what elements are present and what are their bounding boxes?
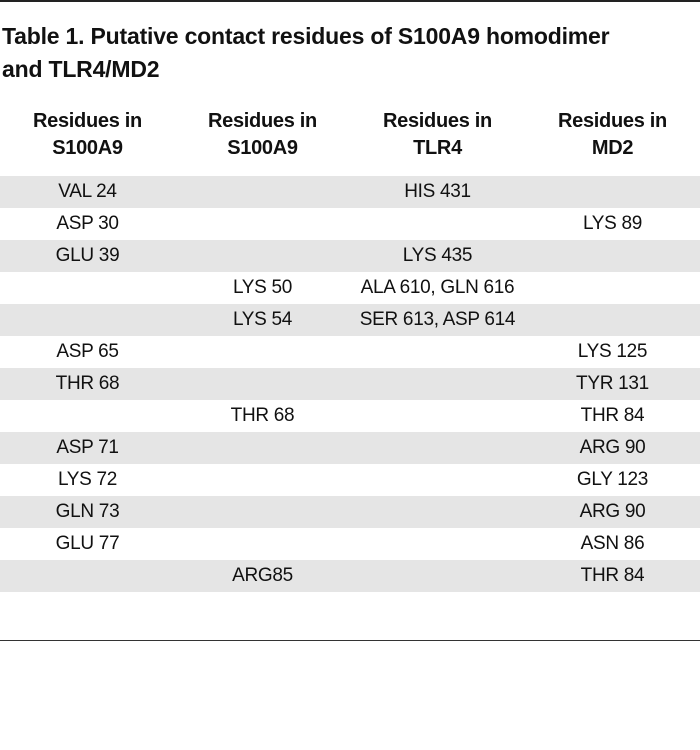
cell-md2: ARG 90 <box>579 501 646 522</box>
cell-md2: TYR 131 <box>576 373 649 394</box>
cell-s100a9-col1: GLU 77 <box>55 533 120 554</box>
cell-md2: LYS 125 <box>577 341 648 362</box>
table-title-line-1: Table 1. Putative contact residues of S100A9 homodimer <box>2 23 610 49</box>
cell-s100a9-col1: THR 68 <box>55 373 120 394</box>
top-rule <box>0 0 700 2</box>
cell-s100a9-col2: LYS 50 <box>232 277 293 298</box>
cell-md2: THR 84 <box>580 565 645 586</box>
cell-md2: THR 84 <box>580 405 645 426</box>
table-row <box>0 336 700 368</box>
table-row <box>0 528 700 560</box>
table-row <box>0 304 700 336</box>
cell-s100a9-col1: LYS 72 <box>57 469 118 490</box>
cell-tlr4: LYS 435 <box>402 245 473 266</box>
table-title <box>2 20 692 86</box>
cell-s100a9-col1: ASP 71 <box>56 437 119 458</box>
cell-s100a9-col1: ASP 65 <box>56 341 119 362</box>
cell-md2: ASN 86 <box>580 533 645 554</box>
cell-s100a9-col1: GLN 73 <box>55 501 120 522</box>
table-header-row <box>0 108 700 168</box>
bottom-rule <box>0 640 700 641</box>
table-row <box>0 496 700 528</box>
header-s100a9-col2: Residues in S100A9 <box>208 110 317 159</box>
cell-md2: ARG 90 <box>579 437 646 458</box>
cell-md2: LYS 89 <box>582 213 643 234</box>
cell-md2: GLY 123 <box>576 469 649 490</box>
cell-s100a9-col2: ARG85 <box>232 565 293 586</box>
cell-tlr4: SER 613, ASP 614 <box>359 309 516 330</box>
table-row <box>0 432 700 464</box>
header-md2: Residues in MD2 <box>558 110 667 159</box>
cell-s100a9-col2: LYS 54 <box>232 309 293 330</box>
cell-s100a9-col1: ASP 30 <box>56 213 119 234</box>
table-row <box>0 240 700 272</box>
table-body <box>0 176 700 592</box>
table-row <box>0 400 700 432</box>
contact-residues-table <box>0 108 700 592</box>
table-row <box>0 176 700 208</box>
table-row <box>0 464 700 496</box>
cell-tlr4: ALA 610, GLN 616 <box>360 277 515 298</box>
header-s100a9-col1: Residues in S100A9 <box>33 110 142 159</box>
table-row <box>0 208 700 240</box>
cell-s100a9-col2: THR 68 <box>230 405 295 426</box>
cell-s100a9-col1: GLU 39 <box>55 245 120 266</box>
table-title-line-2: and TLR4/MD2 <box>2 56 160 82</box>
table-row <box>0 368 700 400</box>
table-row <box>0 560 700 592</box>
cell-s100a9-col1: VAL 24 <box>58 181 117 202</box>
table-row <box>0 272 700 304</box>
cell-tlr4: HIS 431 <box>404 181 471 202</box>
header-tlr4: Residues in TLR4 <box>383 110 492 159</box>
